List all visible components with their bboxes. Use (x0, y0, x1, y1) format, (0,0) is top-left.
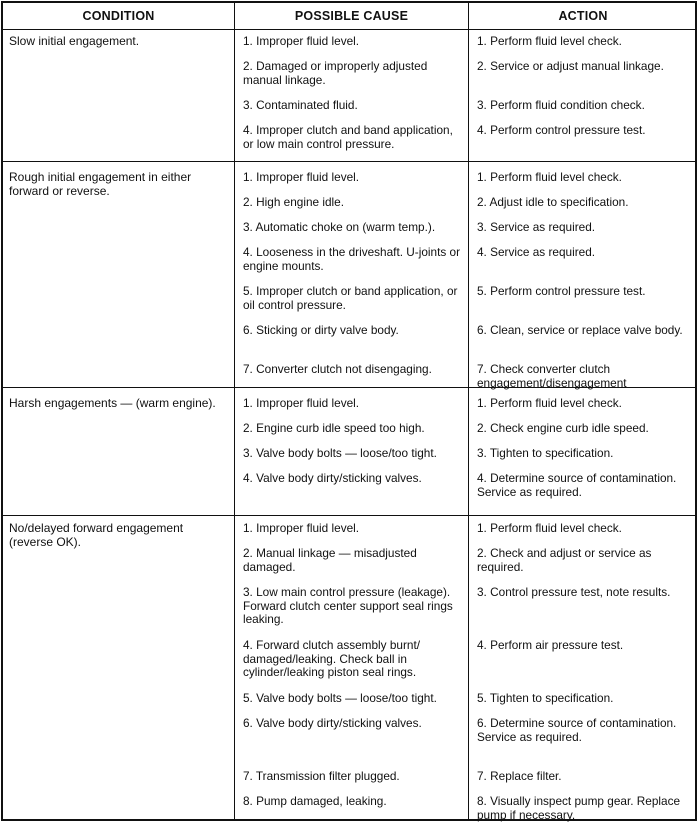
action-item: 3. Service as required. (477, 220, 596, 234)
cause-item: 4. Improper clutch and band application, or low main control pressure. (243, 123, 453, 151)
action-item: 8. Visually inspect pump gear. Replace pump if necessary. (477, 794, 681, 822)
action-item: 4. Service as required. (477, 245, 596, 259)
action-item: 6. Clean, service or replace valve body. (477, 323, 683, 337)
action-item: 4. Determine source of contamination. Service as required. (477, 471, 677, 499)
cause-item: 6. Valve body dirty/sticking valves. (243, 716, 422, 730)
cause-item: 2. Manual linkage — misadjusted damaged. (243, 546, 417, 574)
cause-item: 4. Looseness in the driveshaft. U-joints or engine mounts. (243, 245, 461, 273)
action-item: 6. Determine source of contamination. Service as required. (477, 716, 677, 744)
condition-cell: Harsh engagements — (warm engine). (9, 396, 216, 410)
action-item: 2. Adjust idle to specification. (477, 195, 629, 209)
cause-item: 4. Valve body dirty/sticking valves. (243, 471, 422, 485)
header-action: ACTION (558, 9, 608, 23)
row-divider (3, 515, 695, 516)
diagnosis-table (1, 1, 697, 821)
cause-item: 1. Improper fluid level. (243, 396, 360, 410)
action-item: 3. Control pressure test, note results. (477, 585, 671, 599)
header-divider (3, 29, 695, 30)
cause-item: 1. Improper fluid level. (243, 34, 360, 48)
condition-cell: Rough initial engagement in either forward or reverse. (9, 170, 192, 198)
action-item: 1. Perform fluid level check. (477, 396, 622, 410)
header-possible-cause: POSSIBLE CAUSE (294, 9, 409, 23)
action-item: 2. Check and adjust or service as required. (477, 546, 652, 574)
action-item: 2. Check engine curb idle speed. (477, 421, 649, 435)
condition-cell: Slow initial engagement. (9, 34, 140, 48)
action-item: 7. Check converter clutch engagement/disengagement (477, 362, 627, 390)
action-item: 4. Perform air pressure test. (477, 638, 624, 652)
cause-item: 5. Valve body bolts — loose/too tight. (243, 691, 437, 705)
action-item: 5. Perform control pressure test. (477, 284, 646, 298)
action-item: 3. Tighten to specification. (477, 446, 614, 460)
cause-item: 3. Valve body bolts — loose/too tight. (243, 446, 437, 460)
row-divider (3, 161, 695, 162)
action-item: 1. Perform fluid level check. (477, 521, 622, 535)
cause-item: 7. Converter clutch not disengaging. (243, 362, 432, 376)
cause-item: 6. Sticking or dirty valve body. (243, 323, 399, 337)
cause-item: 7. Transmission filter plugged. (243, 769, 400, 783)
action-item: 1. Perform fluid level check. (477, 170, 622, 184)
column-divider (468, 3, 469, 819)
condition-cell: No/delayed forward engagement (reverse OK). (9, 521, 184, 549)
column-divider (234, 3, 235, 819)
action-item: 5. Tighten to specification. (477, 691, 614, 705)
action-item: 1. Perform fluid level check. (477, 34, 622, 48)
action-item: 3. Perform fluid condition check. (477, 98, 645, 112)
action-item: 4. Perform control pressure test. (477, 123, 646, 137)
action-item: 7. Replace filter. (477, 769, 562, 783)
cause-item: 1. Improper fluid level. (243, 521, 360, 535)
action-item: 2. Service or adjust manual linkage. (477, 59, 664, 73)
cause-item: 1. Improper fluid level. (243, 170, 360, 184)
cause-item: 2. Engine curb idle speed too high. (243, 421, 425, 435)
header-condition: CONDITION (82, 9, 155, 23)
cause-item: 2. Damaged or improperly adjusted manual linkage. (243, 59, 428, 87)
cause-item: 3. Contaminated fluid. (243, 98, 358, 112)
cause-item: 8. Pump damaged, leaking. (243, 794, 387, 808)
cause-item: 4. Forward clutch assembly burnt/ damaged/leaking. Check ball in cylinder/leaking piston seal rings. (243, 638, 421, 680)
cause-item: 2. High engine idle. (243, 195, 344, 209)
cause-item: 3. Low main control pressure (leakage). Forward clutch center support seal rings leaking. (243, 585, 453, 627)
cause-item: 3. Automatic choke on (warm temp.). (243, 220, 436, 234)
cause-item: 5. Improper clutch or band application, or oil control pressure. (243, 284, 458, 312)
